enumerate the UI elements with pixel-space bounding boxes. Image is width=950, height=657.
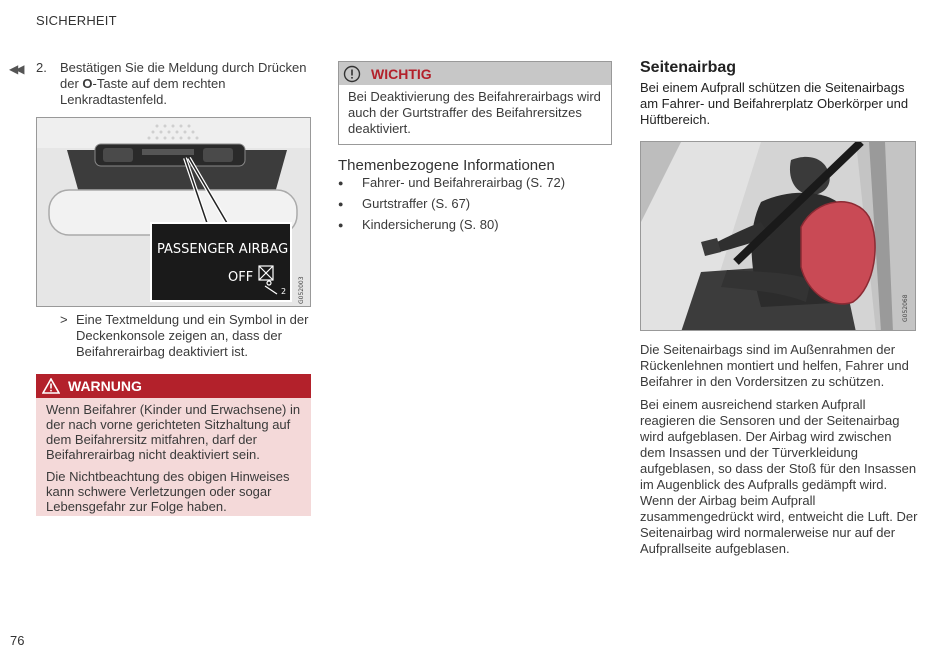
- display-passenger-airbag-text: PASSENGER AIRBAG: [157, 242, 289, 257]
- side-airbag-body: [640, 342, 920, 564]
- step-text-after: -Taste auf dem rechten Lenkradtastenfeld.: [60, 76, 226, 107]
- related-link[interactable]: ● Kindersicherung (S. 80): [338, 217, 565, 238]
- side-airbag-title: Seitenairbag: [640, 59, 737, 76]
- warning-header: [36, 374, 311, 398]
- o-key-label: O: [82, 76, 93, 91]
- important-text: Bei Deaktivierung des Beifahrerairbags wird auch der Gurtstraffer des Beifahrersitzes deaktiviert.: [348, 89, 601, 136]
- exclamation-circle-icon: [343, 65, 361, 83]
- side-airbag-paragraph-2: Bei einem ausreichend starken Aufprall reagieren die Sensoren und der Seitenairbag wird aufgeblasen. Der Airbag wird zwischen dem Insassen und der Türverkleidung aufgeblasen, so dass der Stoß für den Insassen im Augenblick des Aufpralls gedämpft wird. Wenn der Airbag beim Aufprall zusammengedrückt wird, entweicht die Luft. Der Seitenairbag wird normalerweise nur auf der Aufprallseite aufgeblasen.: [640, 397, 918, 556]
- page-number: 76: [10, 633, 25, 648]
- result-marker: >: [60, 312, 68, 327]
- related-info-title: Themenbezogene Informationen: [338, 157, 555, 174]
- step-2: [36, 60, 311, 108]
- warning-triangle-icon: [42, 378, 60, 394]
- step-number: 2.: [36, 60, 47, 75]
- important-box: [338, 61, 612, 145]
- section-header: SICHERHEIT: [36, 13, 117, 28]
- important-header: [339, 62, 611, 85]
- warning-title: WARNUNG: [68, 378, 142, 394]
- warning-paragraph-1: Wenn Beifahrer (Kinder und Erwachsene) in der nach vorne gerichteten Sitzhaltung auf dem Beifahrersitz mitfahren, darf der Beifahrerairbag nicht deaktiviert sein.: [46, 402, 301, 462]
- related-link[interactable]: ● Gurtstraffer (S. 67): [338, 196, 565, 217]
- figure1-code: G052003: [298, 276, 305, 304]
- related-info-list: [338, 175, 565, 238]
- result-note: [60, 312, 310, 360]
- display-off-text: OFF: [228, 270, 254, 285]
- side-airbag-shape: [801, 202, 875, 304]
- side-airbag-paragraph-1: Die Seitenairbags sind im Außenrahmen der Rückenlehnen montiert und helfen, Fahrer und Beifahrer in den Vordersitzen zu schützen.: [640, 342, 909, 389]
- step-text-before: Bestätigen Sie die Meldung durch Drücken der: [60, 60, 307, 91]
- warning-paragraph-2: Die Nichtbeachtung des obigen Hinweises kann schwere Verletzungen oder sogar Lebensgefahr zur Folge haben.: [46, 469, 290, 514]
- warning-box: [36, 374, 311, 516]
- related-link[interactable]: ● Fahrer- und Beifahrerairbag (S. 72): [338, 175, 565, 196]
- svg-text:2: 2: [281, 287, 287, 296]
- figure2-code: G052068: [902, 294, 909, 322]
- side-airbag-intro: Bei einem Aufprall schützen die Seitenairbags am Fahrer- und Beifahrerplatz Oberkörper und Hüftbereich.: [640, 80, 909, 127]
- result-text: Eine Textmeldung und ein Symbol in der Deckenkonsole zeigen an, dass der Beifahrerairbag deaktiviert ist.: [76, 312, 309, 359]
- overhead-console-figure: [36, 117, 311, 307]
- double-left-arrow-icon[interactable]: ◀◀: [9, 62, 22, 76]
- step-text: [60, 60, 311, 108]
- important-title: WICHTIG: [371, 65, 432, 82]
- side-airbag-figure: [640, 141, 916, 331]
